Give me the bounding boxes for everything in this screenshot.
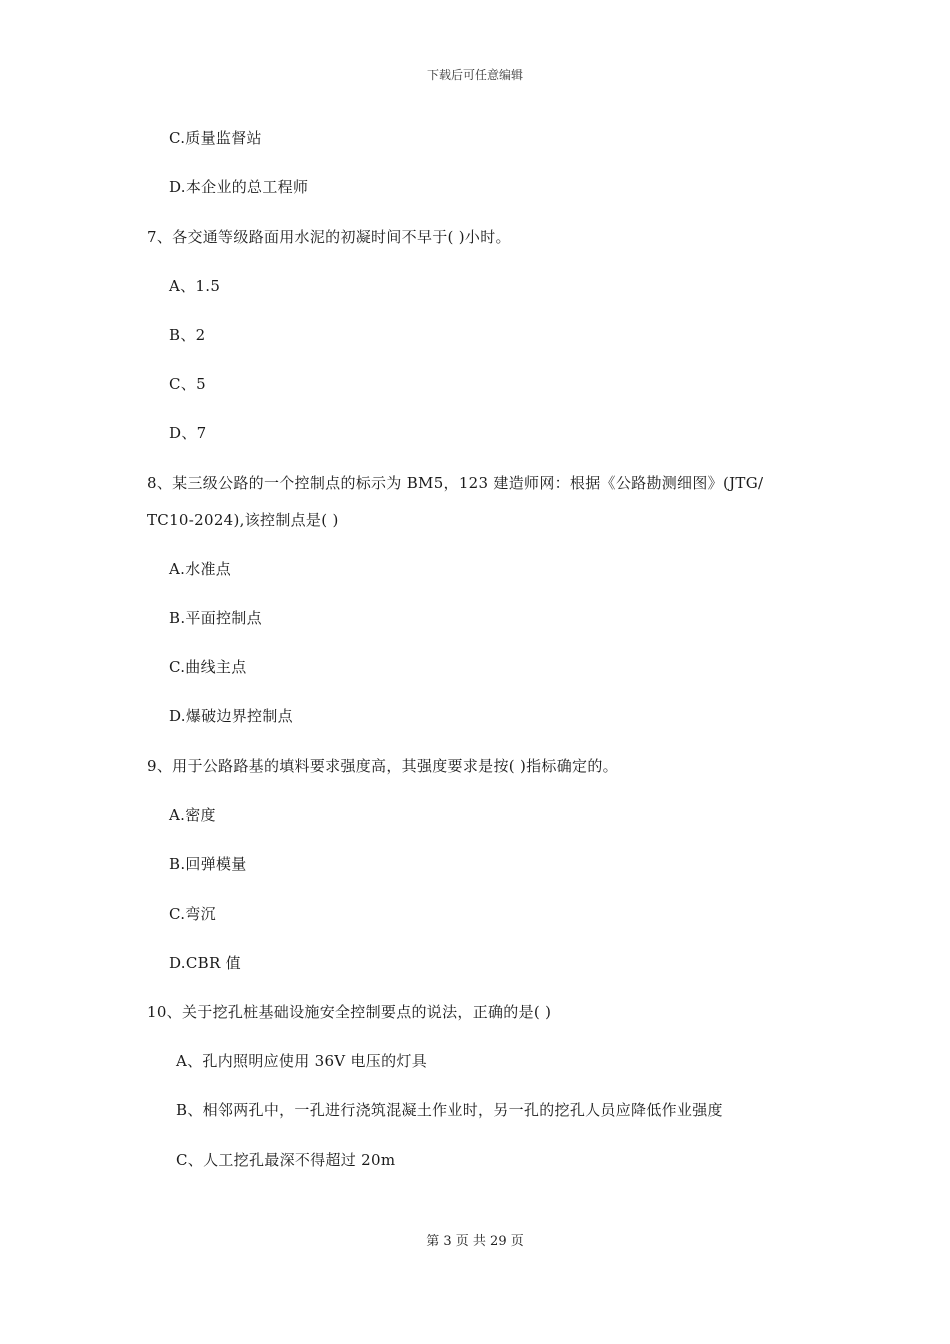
question-8-option-b: B.平面控制点 <box>169 609 262 627</box>
page-footer: 第 3 页 共 29 页 <box>426 1234 524 1249</box>
question-8-option-c: C.曲线主点 <box>169 658 247 676</box>
question-8-option-d: D.爆破边界控制点 <box>169 707 293 725</box>
question-9-option-c: C.弯沉 <box>169 905 216 923</box>
page-header: 下载后可任意编辑 <box>426 68 523 82</box>
question-9-option-a: A.密度 <box>169 806 216 824</box>
question-8-option-a: A.水准点 <box>169 560 232 578</box>
question-7-option-d: D、7 <box>169 424 207 442</box>
question-8-line-1: 8、某三级公路的一个控制点的标示为 BM5，123 建造师网：根据《公路勘测细图》(JTG/ <box>147 474 764 492</box>
question-10: 10、关于挖孔桩基础设施安全控制要点的说法，正确的是( ) <box>147 1003 552 1021</box>
question-9-option-b: B.回弹模量 <box>169 855 247 873</box>
question-10-option-c: C、人工挖孔最深不得超过 20m <box>176 1151 396 1169</box>
option-c-prev: C.质量监督站 <box>169 129 262 147</box>
question-7-option-c: C、5 <box>169 375 206 393</box>
question-7-option-b: B、2 <box>169 326 206 344</box>
option-d-prev: D.本企业的总工程师 <box>169 178 309 196</box>
question-7: 7、各交通等级路面用水泥的初凝时间不早于( )小时。 <box>147 228 511 246</box>
question-10-option-b: B、相邻两孔中，一孔进行浇筑混凝土作业时，另一孔的挖孔人员应降低作业强度 <box>176 1101 723 1119</box>
question-9: 9、用于公路路基的填料要求强度高，其强度要求是按( )指标确定的。 <box>147 757 618 775</box>
question-8-line-2: TC10-2024),该控制点是( ) <box>147 511 339 529</box>
question-7-option-a: A、1.5 <box>169 277 221 295</box>
question-9-option-d: D.CBR 值 <box>169 954 241 972</box>
question-10-option-a: A、孔内照明应使用 36V 电压的灯具 <box>176 1052 427 1070</box>
